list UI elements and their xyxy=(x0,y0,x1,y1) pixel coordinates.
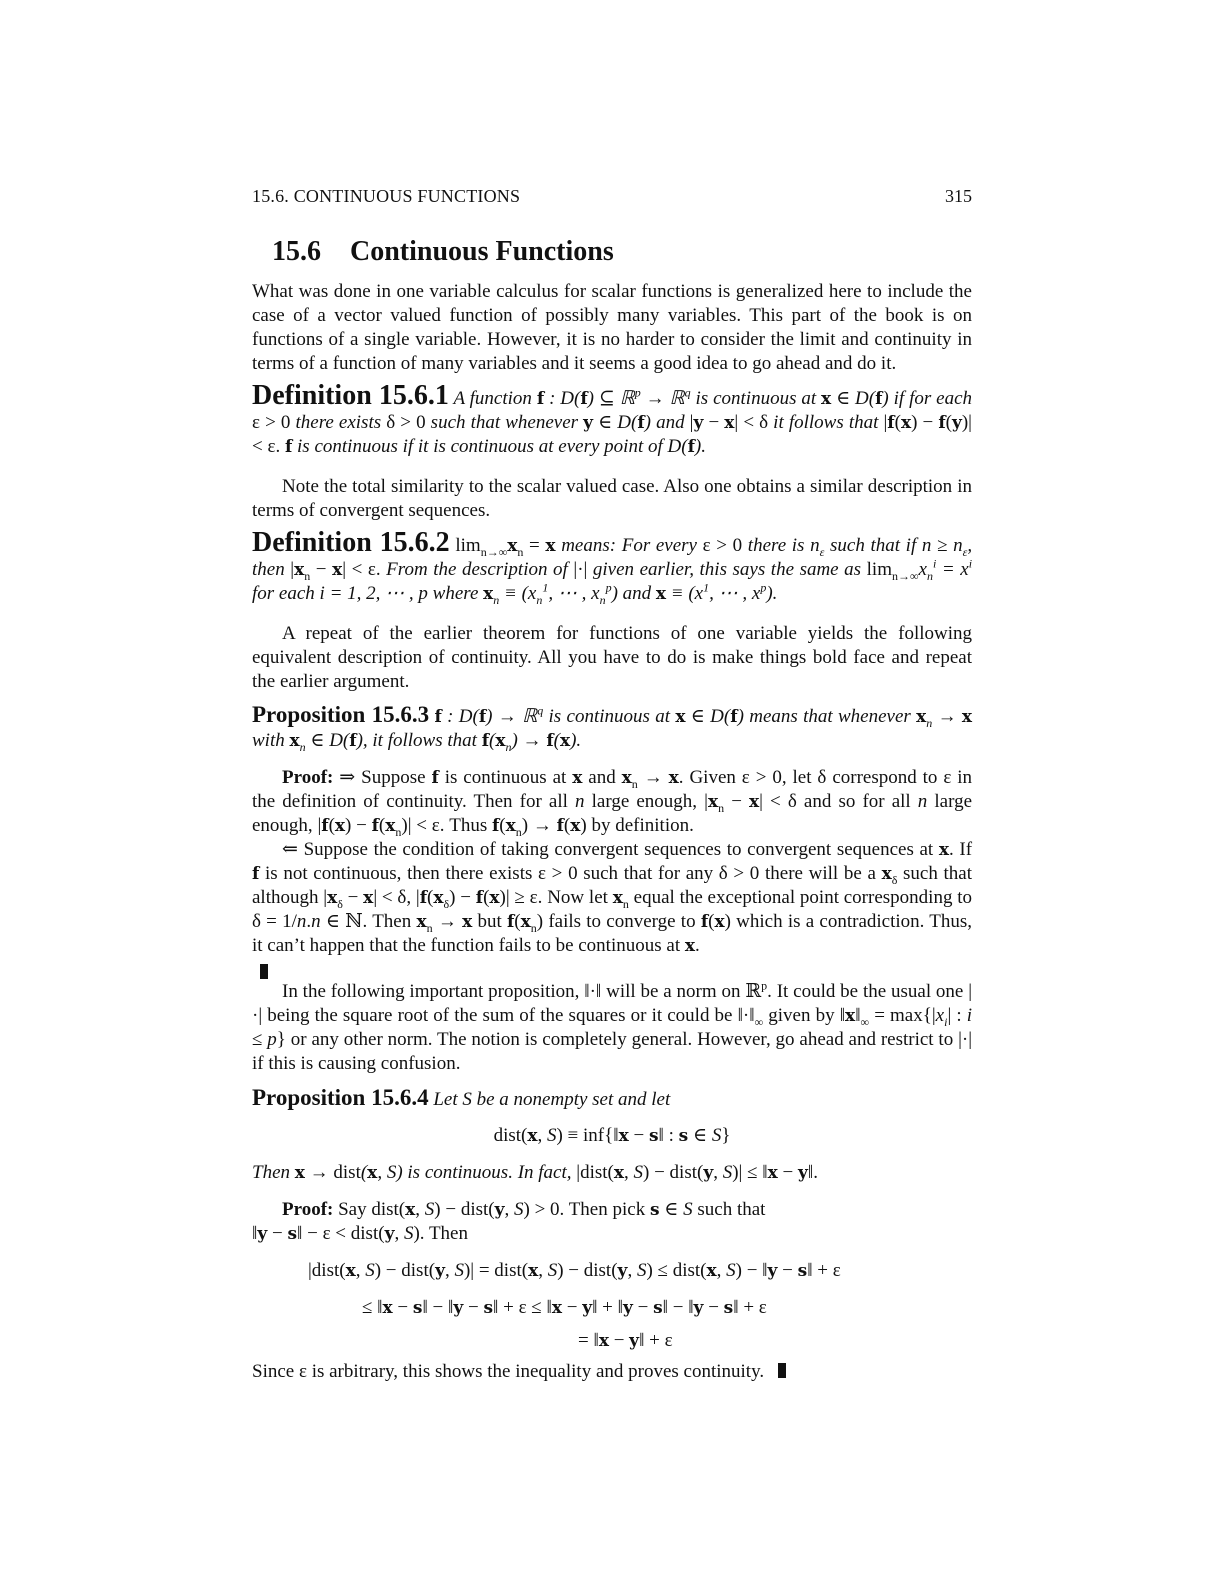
running-head xyxy=(252,186,972,210)
definition-label: Definition 15.6.2 xyxy=(252,527,450,558)
definition-15-6-1: Definition 15.6.1 A function f : D(f) ⊆ ℝ$^p$ → ℝ$^q$ is continuous at x ∈ D(f) if for each ε > 0 there exists δ > 0 such that whenever y ∈ D(f) and |y − x| < δ it follows that |f(x) − f(y)| < ε. f is continuous if it is continuous at every point of D(f). xyxy=(252,380,973,457)
note-paragraph: Note the total similarity to the scalar valued case. Also one obtains a similar description in terms of convergent sequences. xyxy=(252,476,972,521)
definition-label: Definition 15.6.1 xyxy=(252,380,449,411)
inequality-line-2: ≤ ‖x − s‖ − ‖y − s‖ + ε ≤ ‖x − y‖ + ‖y − s‖ − ‖y − s‖ + ε xyxy=(362,1297,767,1318)
proof-15-6-4-line2: ‖y − s‖ − ε < dist(y, S). Then xyxy=(252,1223,468,1244)
closing-sentence: Since ε is arbitrary, this shows the inequality and proves continuity. xyxy=(252,1360,972,1384)
definition-15-6-2: Definition 15.6.2 $\lim_{n\to\infty}x_n = x$ means: For every ε > 0 there is $n_\varepsilon$ such that if $n \ge n_\varepsilon$, then $|x_n - x| < \varepsilon$. From the description of |·| given earlier, this says the same as $\lim_{n\to\infty}x_n^i = x^i$ for each i = 1, 2, ⋯ , p where $x_n \equiv (x_n^1$, ⋯ , $x_n^p$) and $x \equiv (x^1$, ⋯ , $x^p$). xyxy=(252,527,973,607)
proof-15-6-3-forward: Proof: ⇒ Suppose f is continuous at x and $x_n \to x$. Given ε > 0, let δ correspond to ε in the definition of continuity. Then for all n large enough, $|x_n - x| < \delta$ and so for all n large enough, $|f(x) - f(x_n)| < \varepsilon$. Thus $f(x_n) \to f(x)$ by definition. xyxy=(252,767,973,839)
proof-label: Proof: xyxy=(282,1199,334,1220)
running-head-title: 15.6. CONTINUOUS FUNCTIONS xyxy=(252,186,521,206)
proposition-15-6-3: Proposition 15.6.3 f : D(f) → ℝ$^q$ is continuous at x ∈ D(f) means that whenever $x_n \to x$ with $x_n$ ∈ D(f), it follows that $f(x_n) \to f(x)$. xyxy=(252,702,973,754)
inequality-line-1: |dist(x, S) − dist(y, S)| = dist(x, S) − dist(y, S) ≤ dist(x, S) − ‖y − s‖ + ε xyxy=(308,1260,841,1281)
qed-mark xyxy=(778,1363,786,1378)
proposition-15-6-4: Proposition 15.6.4 Let S be a nonempty set and let xyxy=(252,1085,671,1110)
qed-mark xyxy=(260,964,268,979)
proposition-label: Proposition 15.6.3 xyxy=(252,702,430,727)
page-number: 315 xyxy=(945,186,972,206)
section-heading xyxy=(272,236,614,268)
norm-paragraph: In the following important proposition, ‖·‖ will be a norm on ℝ$^p$. It could be the usual one |·| being the square root of the sum of the squares or it could be $‖\cdot‖_\infty$ given by $‖x‖_\infty = \max\{|x_i|$ : i ≤ p} or any other norm. The notion is completely general. However, go ahead and restrict to |·| if this is causing confusion. xyxy=(252,978,973,1074)
proof-15-6-4: Proof: Say dist(x, S) − dist(y, S) > 0. Then pick s ∈ S such that xyxy=(282,1199,766,1220)
repeat-paragraph: A repeat of the earlier theorem for functions of one variable yields the following equivalent description of continuity. All you have to do is make things bold face and repeat the earlier argument. xyxy=(252,623,972,692)
proof-label: Proof: xyxy=(282,767,334,788)
proposition-15-6-4-conclusion: Then x → dist(x, S) is continuous. In fact, |dist(x, S) − dist(y, S)| ≤ ‖x − y‖. xyxy=(252,1162,818,1183)
proof-15-6-3-converse: ⇐ Suppose the condition of taking convergent sequences to convergent sequences at x. If f is not continuous, then there exists ε > 0 such that for any δ > 0 there will be a $x_\delta$ such that although $|x_\delta - x| < \delta$, $|f(x_\delta) - f(x)| \ge \varepsilon$. Now let $x_n$ equal the exceptional point corresponding to δ = 1/n.n ∈ ℕ. Then $x_n \to x$ but $f(x_n)$ fails to converge to f(x) which is a contradiction. Thus, it can’t happen that the function fails to be continuous at x. xyxy=(252,839,973,956)
section-number: 15.6 xyxy=(272,236,321,267)
inequality-line-3: = ‖x − y‖ + ε xyxy=(578,1330,673,1351)
intro-paragraph: What was done in one variable calculus for scalar functions is generalized here to include the case of a vector valued function of possibly many variables. This part of the book is on functions of a single variable. However, it is no harder to consider the limit and continuity in terms of a function of many variables and it seems a good idea to go ahead and do it. xyxy=(252,281,972,374)
proposition-label: Proposition 15.6.4 xyxy=(252,1085,429,1110)
section-title: Continuous Functions xyxy=(350,236,614,267)
dist-definition-equation: dist(x, S) ≡ inf{‖x − s‖ : s ∈ S} xyxy=(493,1125,731,1146)
